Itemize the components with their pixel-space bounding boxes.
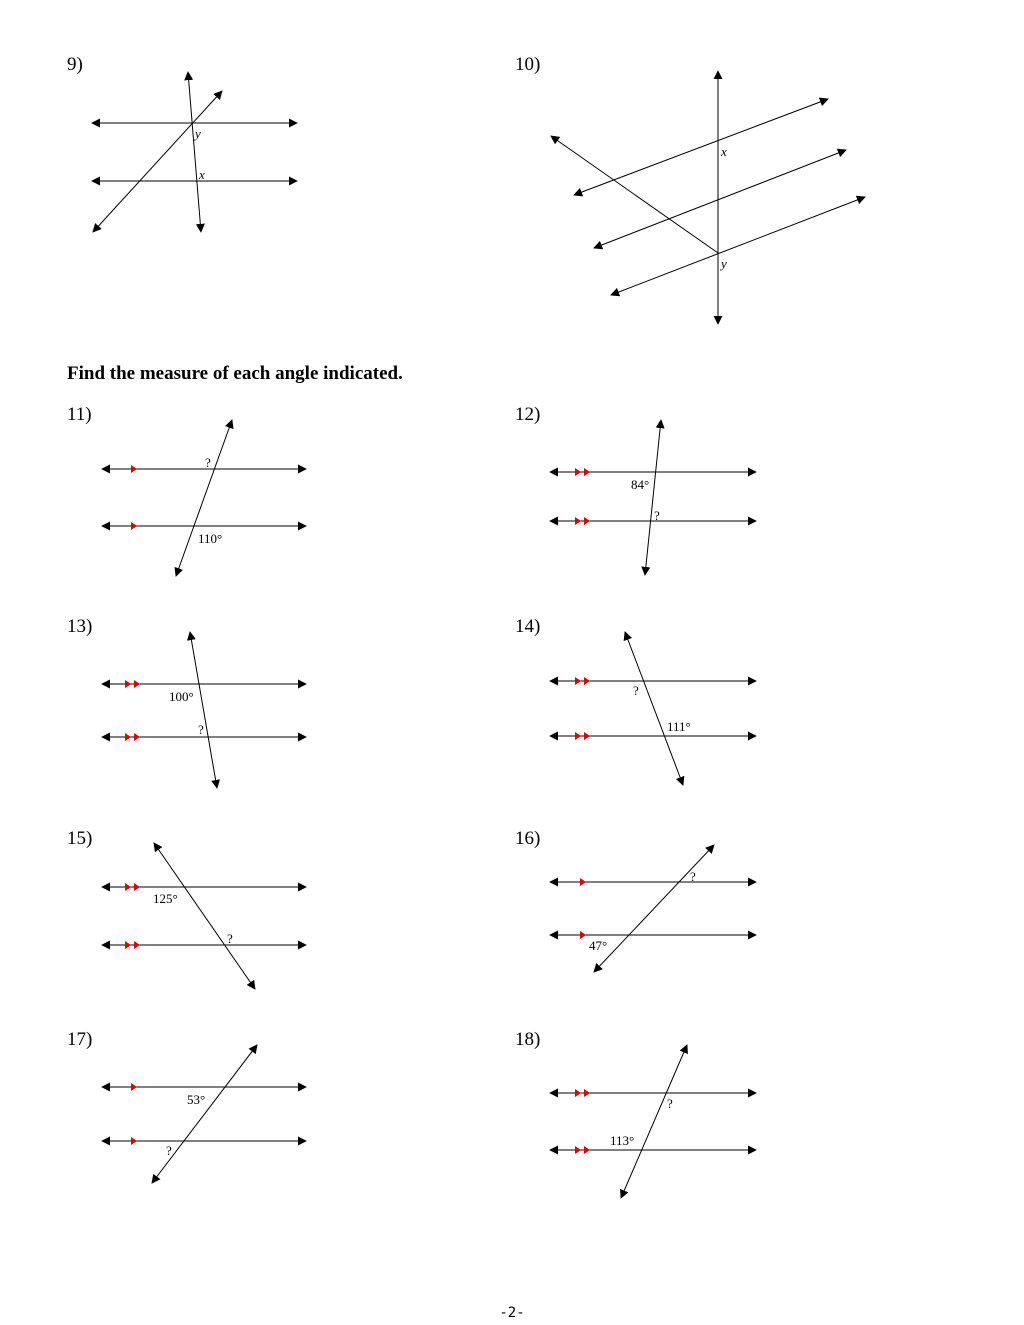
- parallel-markers: [125, 465, 590, 1154]
- figure-10: [551, 71, 865, 324]
- figure-11: [102, 420, 306, 576]
- figure-16: [550, 845, 756, 972]
- label-13-a: 100°: [169, 689, 194, 704]
- section-heading: Find the measure of each angle indicated.: [67, 363, 403, 384]
- label-15-a: 125°: [153, 891, 178, 906]
- label-14-a: ?: [633, 683, 639, 698]
- problem-number-14: 14): [515, 616, 541, 637]
- label-12-b: ?: [654, 508, 660, 523]
- page-number-footer: -2-: [499, 1305, 525, 1321]
- problem-number-18: 18): [515, 1029, 541, 1050]
- label-16-a: ?: [690, 869, 696, 884]
- label-17-b: ?: [166, 1143, 172, 1158]
- figure-14: [550, 632, 756, 785]
- problem-number-15: 15): [67, 828, 93, 849]
- label-9-b: x: [199, 167, 205, 182]
- label-12-a: 84°: [631, 477, 650, 492]
- label-18-a: ?: [667, 1096, 673, 1111]
- label-9-a: y: [195, 126, 201, 141]
- figure-13: [102, 632, 306, 788]
- figure-18: [550, 1045, 756, 1198]
- figure-17: [102, 1045, 306, 1183]
- label-15-b: ?: [227, 931, 233, 946]
- label-11-a: ?: [205, 455, 211, 470]
- label-16-b: 47°: [589, 938, 608, 953]
- label-10-b: y: [721, 256, 727, 271]
- problem-number-9: 9): [67, 54, 83, 75]
- figure-12: [550, 420, 756, 575]
- problem-number-11: 11): [67, 404, 92, 425]
- problem-number-12: 12): [515, 404, 541, 425]
- figure-9: [92, 72, 297, 232]
- label-11-b: 110°: [198, 531, 223, 546]
- label-18-b: 113°: [610, 1133, 635, 1148]
- label-10-a: x: [721, 144, 727, 159]
- problem-number-13: 13): [67, 616, 93, 637]
- label-14-b: 111°: [667, 719, 691, 734]
- problem-number-17: 17): [67, 1029, 93, 1050]
- problem-number-16: 16): [515, 828, 541, 849]
- problem-number-10: 10): [515, 54, 541, 75]
- figure-15: [102, 843, 306, 989]
- label-13-b: ?: [198, 722, 204, 737]
- label-17-a: 53°: [187, 1092, 206, 1107]
